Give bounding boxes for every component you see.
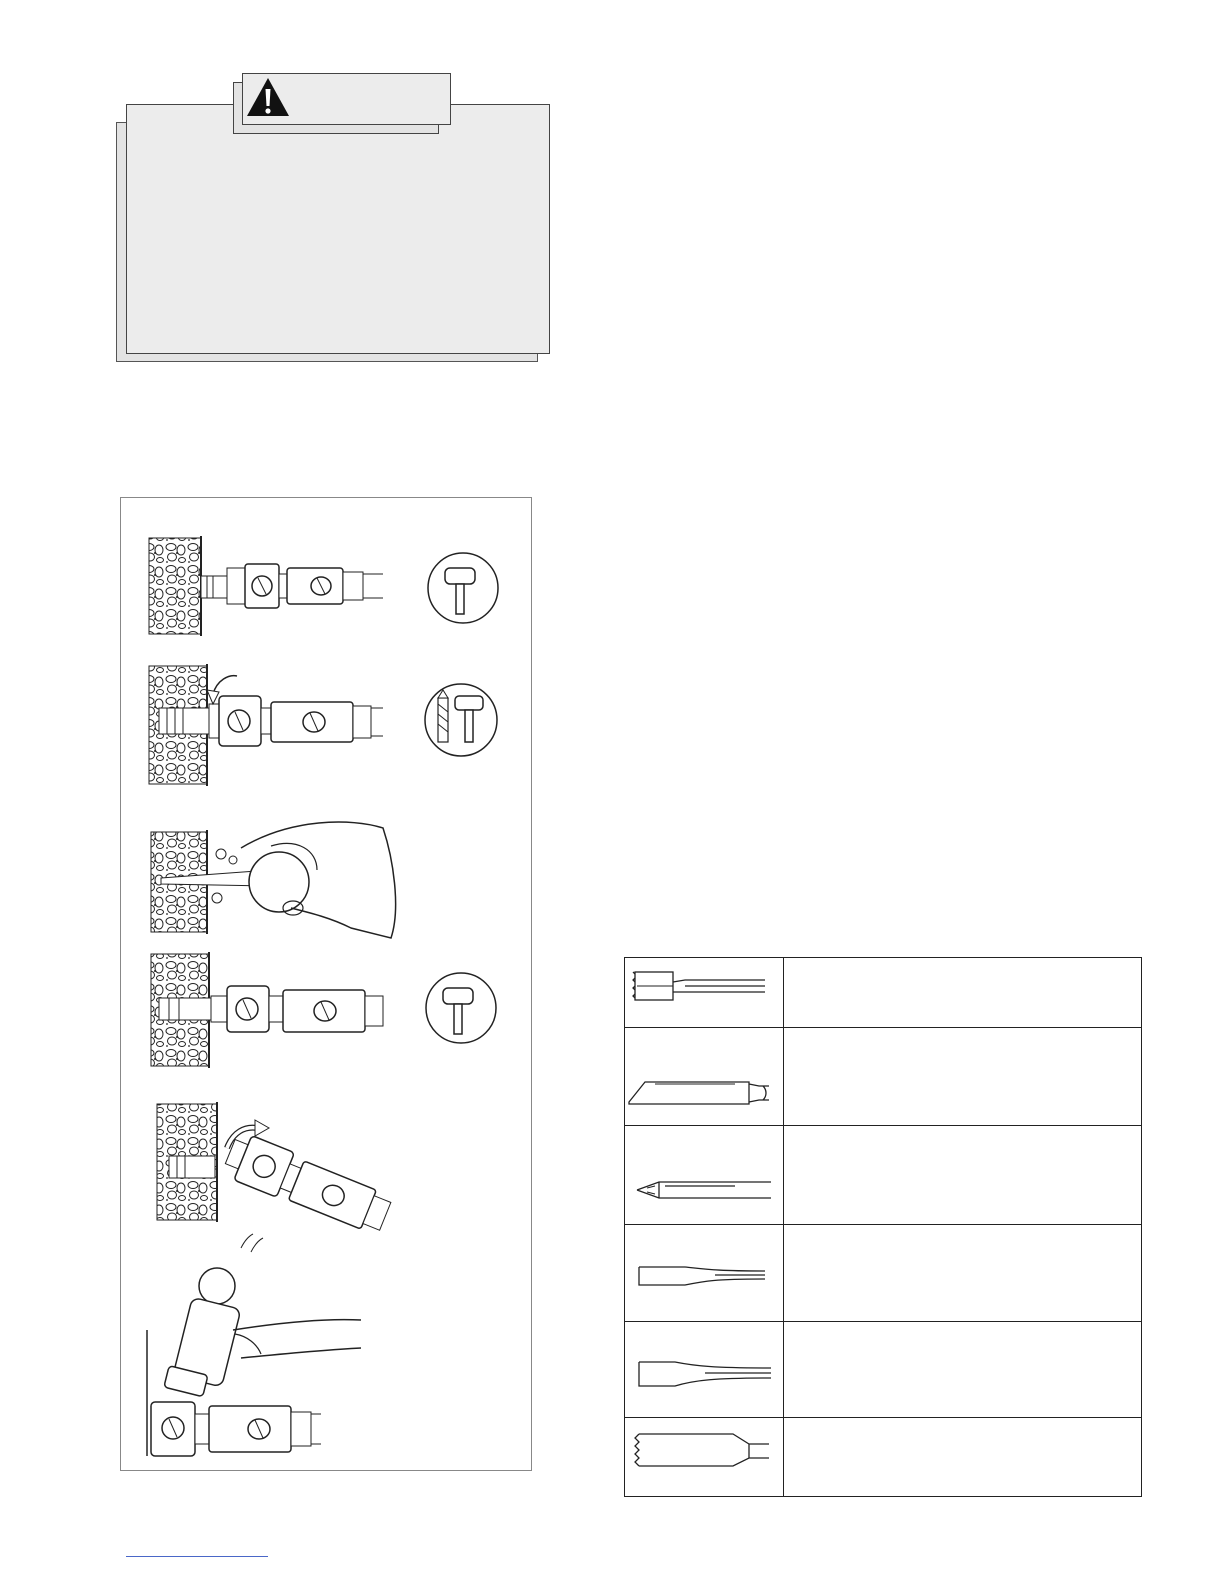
step-2-illustration (149, 664, 383, 786)
step-4-illustration (151, 952, 383, 1068)
installation-illustration-panel (120, 497, 532, 1471)
table-row (625, 1417, 1141, 1497)
tool-bits-table (624, 957, 1142, 1497)
step-1-illustration (149, 536, 383, 636)
table-row (625, 1321, 1141, 1418)
point-chisel-icon (625, 1126, 784, 1225)
footer-link-rule (126, 1556, 268, 1558)
step-6-illustration (147, 1234, 361, 1456)
step-5-illustration (157, 1102, 395, 1238)
narrow-chisel-icon (625, 1322, 784, 1418)
hammer-icon (428, 553, 498, 623)
drill-bit-and-hammer-icon (425, 684, 497, 756)
table-row (625, 1224, 1141, 1322)
toothed-chisel-icon (625, 1418, 784, 1497)
table-row (625, 1027, 1141, 1126)
table-row (625, 958, 1141, 1027)
hammer-icon (426, 973, 496, 1043)
flat-chisel-icon (625, 1225, 784, 1322)
step-3-illustration (151, 822, 396, 938)
core-bit-icon (625, 958, 784, 1027)
warning-box (126, 104, 550, 354)
warning-triangle-icon (244, 75, 292, 119)
table-row (625, 1125, 1141, 1225)
chisel-bit-icon (625, 1028, 784, 1126)
